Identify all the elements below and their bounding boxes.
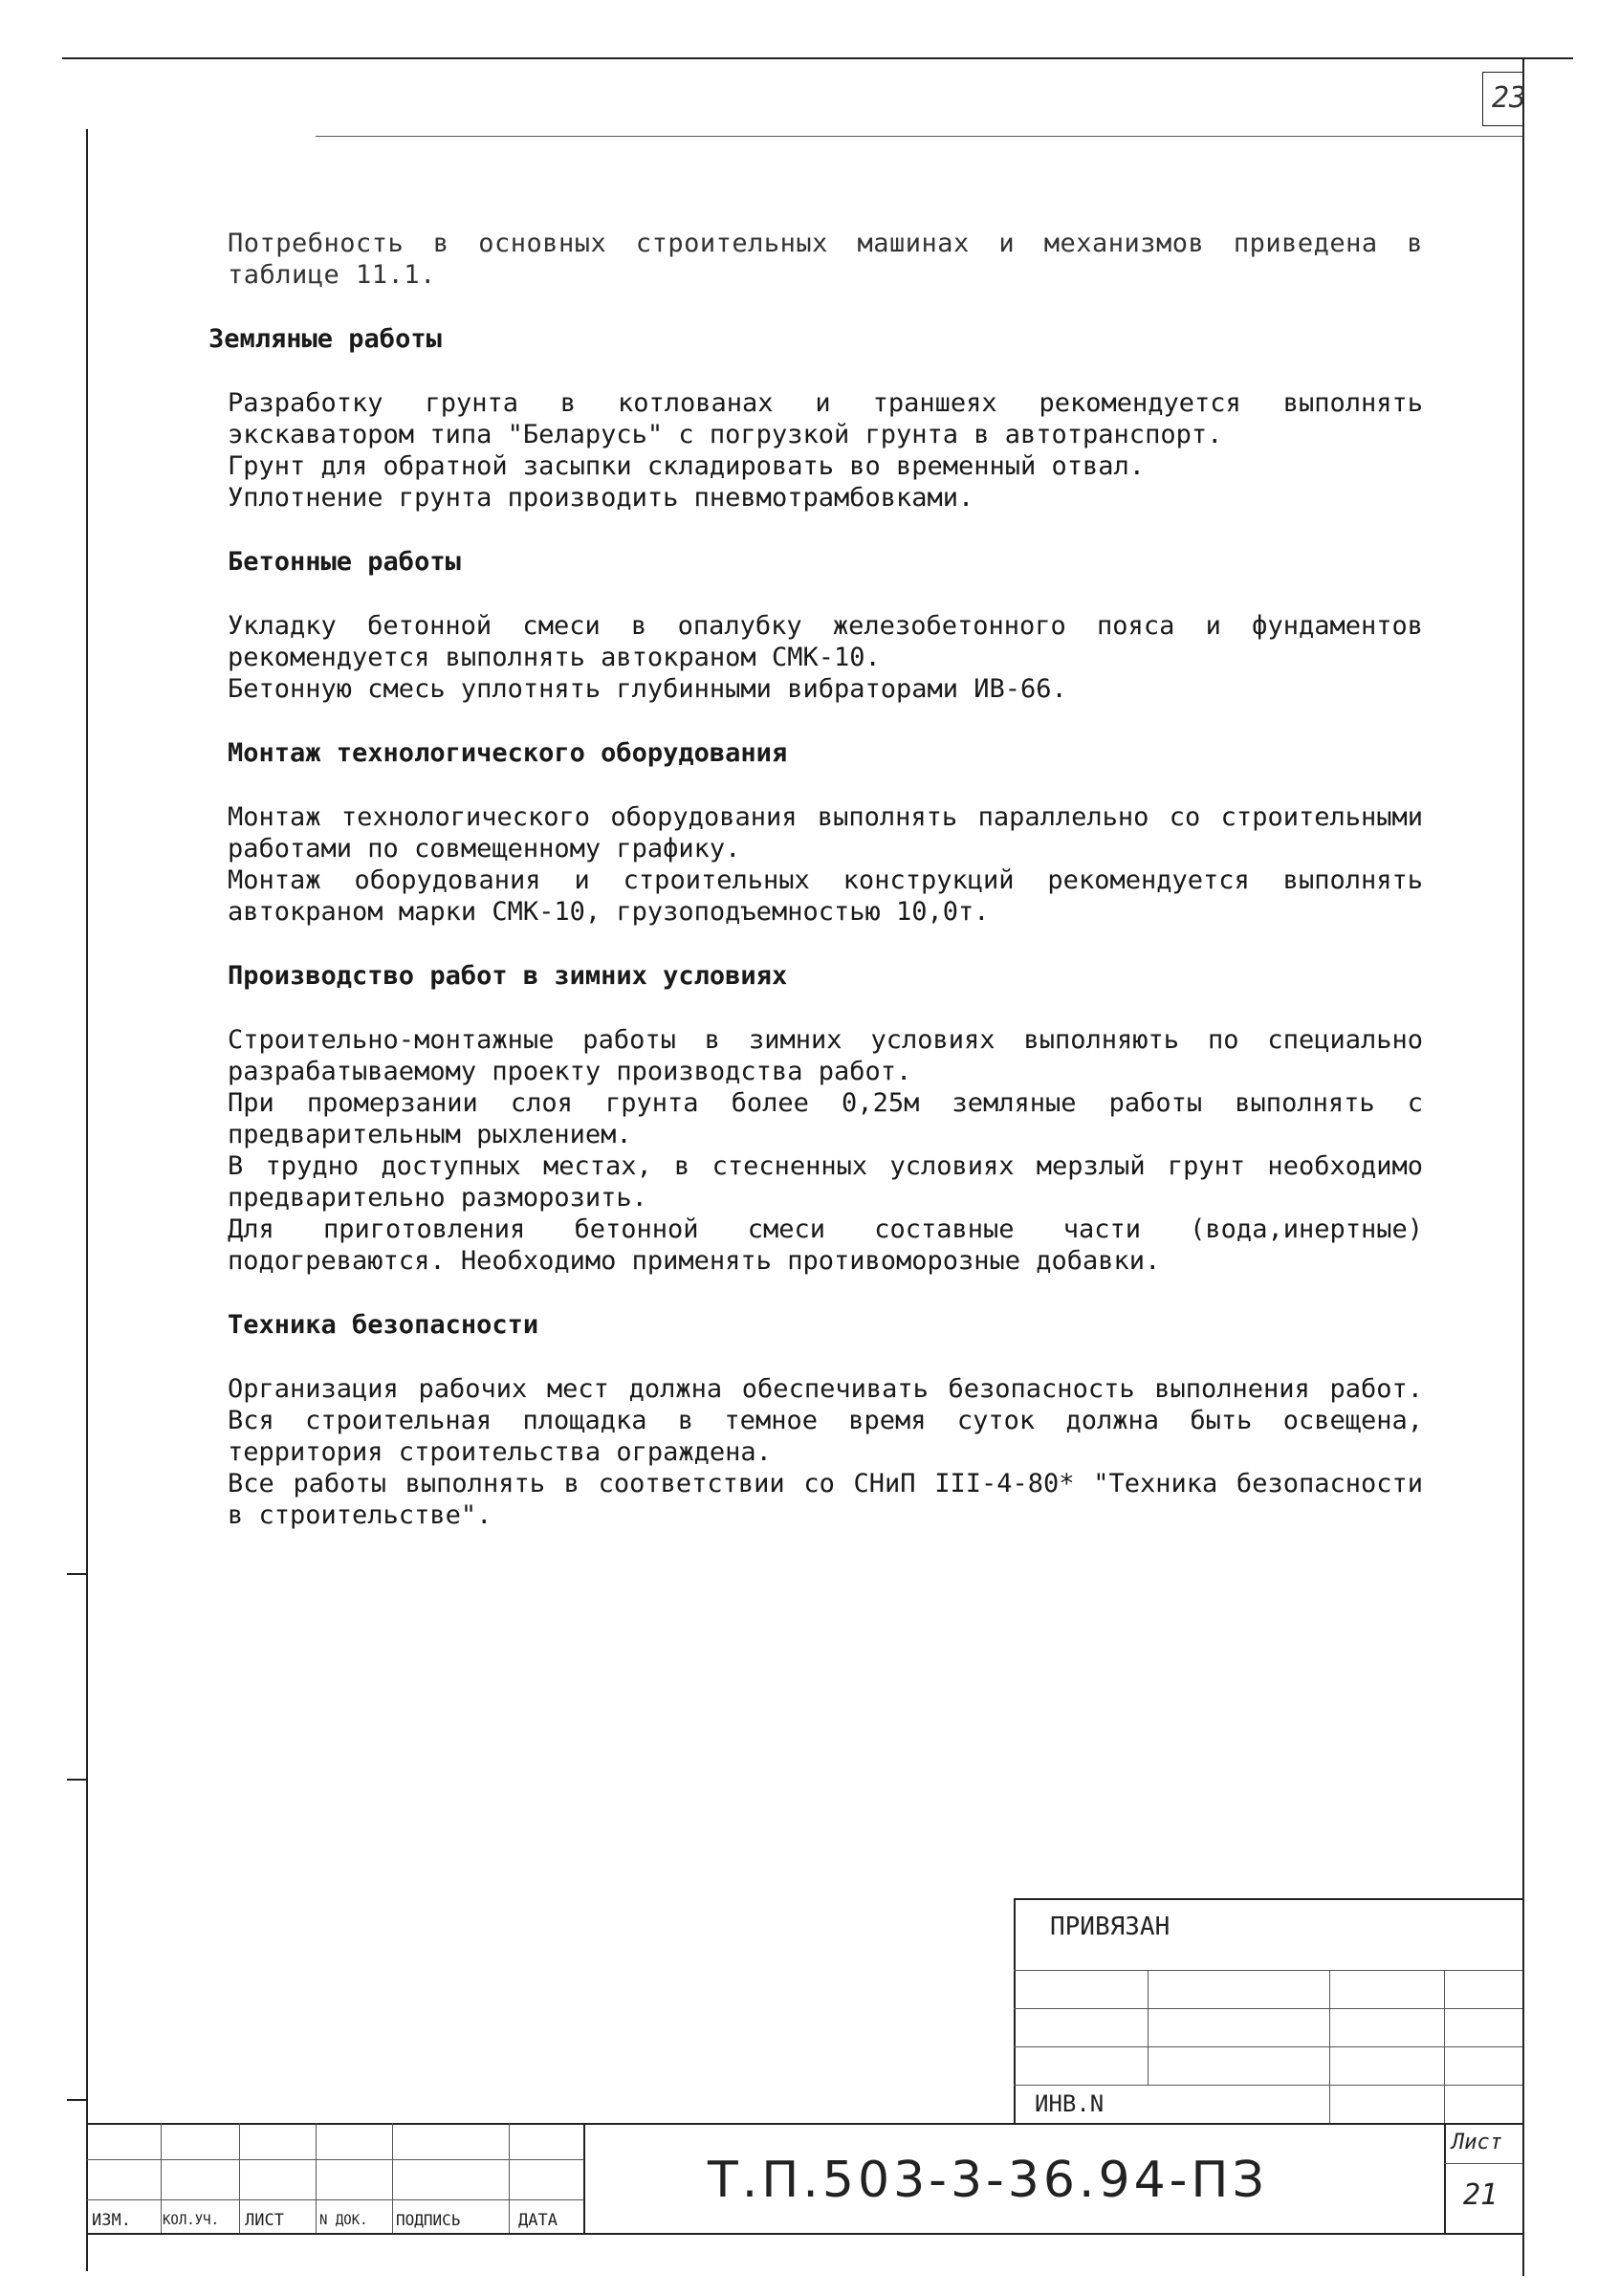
paragraph: Уплотнение грунта производить пневмотрамбовками. [228,483,974,513]
section-title: Бетонные работы [228,547,461,577]
paragraph: Все работы выполнять в соответствии со СНиП III-4-80* "Техника безопасности в строительстве". [228,1469,1423,1530]
paragraph: Монтаж технологического оборудования выполнять параллельно со строительными работами по совмещенному графику. [228,802,1423,864]
section-earthworks [208,323,1423,514]
title-block-line [161,2123,162,2233]
top-border-line [62,57,1573,59]
paragraph: Разработку грунта в котлованах и траншеях рекомендуется выполнять экскаватором типа "Беларусь" с погрузкой грунта в автотранспорт. [228,388,1423,449]
title-block-line [1444,2163,1522,2164]
sheet-number-top: 23 [1492,81,1527,115]
margin-mark [67,1573,86,1575]
left-border-line [86,129,88,2271]
margin-mark [67,2099,86,2101]
section-title: Техника безопасности [228,1310,539,1340]
sheet-value: 21 [1463,2178,1499,2212]
title-block-line [392,2123,393,2233]
title-block-line [583,2123,585,2233]
stamp-line [1014,2008,1522,2009]
paragraph: В трудно доступных местах, в стесненных условиях мерзлый грунт необходимо предварительно разморозить. [228,1151,1423,1213]
col-header-podpis: ПОДПИСЬ [396,2211,461,2229]
document-body [208,228,1423,1531]
document-code: Т.П.503-3-36.94-ПЗ [708,2152,1268,2209]
stamp-line [1014,1898,1016,2123]
inv-label: ИНВ.N [1035,2090,1105,2117]
stamp-line [1444,1970,1445,2123]
inner-top-line [316,136,1522,137]
stamp-line [1014,1898,1522,1900]
col-header-data: ДАТА [518,2211,558,2230]
section-title: Производство работ в зимних условиях [228,961,788,991]
intro-paragraph: Потребность в основных строительных машинах и механизмов приведена в таблице 11.1. [228,229,1423,290]
section-title: Земляные работы [208,324,442,354]
stamp-line [1014,2085,1522,2086]
title-block-line [316,2123,317,2233]
bottom-border-line [86,2233,1522,2235]
paragraph: Организация рабочих мест должна обеспечивать безопасность выполнения работ. Вся строительная площадка в темное время суток должна быть освещена, территория строительства ограждена. [228,1374,1423,1467]
section-concrete-works [228,546,1423,705]
col-header-izm: ИЗМ. [92,2211,131,2230]
col-header-kol-uch: КОЛ.УЧ. [163,2213,220,2228]
title-block-line [1444,2123,1446,2233]
title-block-line [239,2123,240,2233]
section-safety [228,1309,1423,1531]
paragraph: При промерзании слоя грунта более 0,25м земляные работы выполнять с предварительным рыхлением. [228,1088,1423,1149]
section-winter-works [228,960,1423,1277]
privyazan-label: ПРИВЯЗАН [1050,1913,1170,1941]
paragraph: Грунт для обратной засыпки складировать во временный отвал. [228,451,1146,481]
section-equipment-installation [228,737,1423,928]
title-block-line [86,2123,1522,2125]
paragraph: Для приготовления бетонной смеси составные части (вода,инертные) подогреваются. Необходимо применять противоморозные добавки. [228,1214,1423,1276]
stamp-line [1329,1970,1330,2123]
paragraph: Бетонную смесь уплотнять глубинными вибраторами ИВ-66. [228,674,1067,704]
paragraph: Укладку бетонной смеси в опалубку железобетонного пояса и фундаментов рекомендуется выполнять автокраном СМК-10. [228,611,1423,672]
paragraph: Строительно-монтажные работы в зимних условиях выполняють по специально разрабатываемому проекту производства работ. [228,1025,1423,1086]
col-header-n-dok: N ДОК. [319,2213,368,2228]
stamp-line [1014,1970,1522,1971]
sheet-label: Лист [1452,2131,1502,2154]
paragraph: Монтаж оборудования и строительных конструкций рекомендуется выполнять автокраном марки СМК-10, грузоподъемностью 10,0т. [228,865,1423,927]
col-header-list: ЛИСТ [245,2211,284,2230]
right-border-line [1522,57,1524,2276]
title-block-line [509,2123,510,2233]
margin-mark [67,1779,86,1781]
stamp-line [1014,2046,1522,2047]
stamp-line [1148,1970,1149,2085]
section-title: Монтаж технологического оборудования [228,738,788,768]
